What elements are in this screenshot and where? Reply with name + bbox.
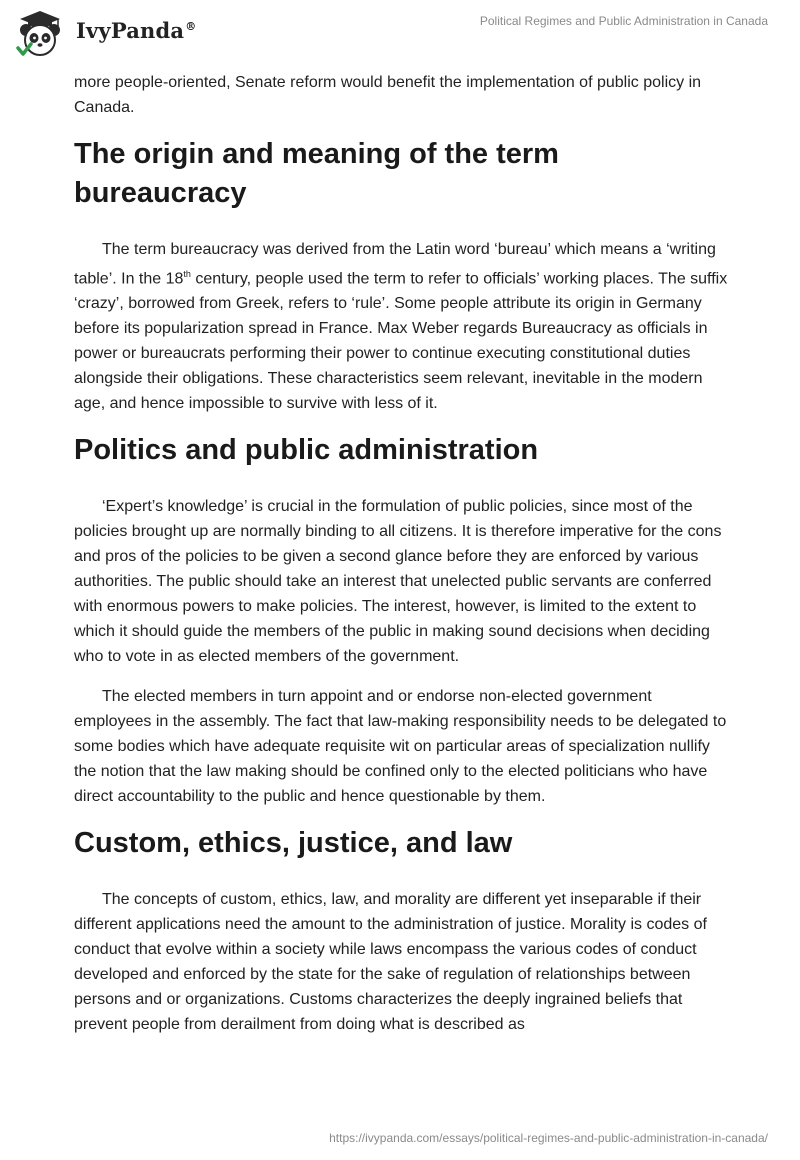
paragraph-custom: The concepts of custom, ethics, law, and morality are different yet inseparable if their different applications need the amount to the administration of justice. Morality is codes of conduct that evolve within a society while laws encompass the various codes of conduct developed and enforced by the state for the sake of regulation of relationships between persons and or organizations. Customs characterizes the deeply ingrained beliefs that prevent people from derailment from doing what is described as xyxy=(74,891,707,1034)
section-heading-bureaucracy: The origin and meaning of the term bureaucracy xyxy=(74,138,559,209)
paragraph-politics-1: ‘Expert’s knowledge’ is crucial in the formulation of public policies, since most of the policies brought up are normally binding to all citizens. It is therefore imperative for the cons and pros of the policies to be given a second glance before they are enforced by various authorities. The public should take an interest that unelected public servants are conferred with enormous powers to make policies. The interest, however, is limited to the extent to which it should guide the members of the public in making sound decisions when deciding who to vote in as elected members of the government. xyxy=(74,498,722,666)
panda-logo-icon[interactable] xyxy=(14,8,66,60)
paragraph-text: The term bureaucracy was derived from the Latin word ‘bureau’ which means a ‘writing table’. In the 18 xyxy=(74,241,716,288)
paragraph-bureaucracy xyxy=(74,237,728,416)
article-body xyxy=(74,70,728,1052)
document-title: Political Regimes and Public Administration in Canada xyxy=(479,14,768,28)
intro-paragraph: more people-oriented, Senate reform would benefit the implementation of public policy in Canada. xyxy=(74,74,702,116)
registered-mark: ® xyxy=(185,20,197,33)
section-heading-politics: Politics and public administration xyxy=(74,434,539,467)
section-heading-custom: Custom, ethics, justice, and law xyxy=(74,827,513,860)
superscript: th xyxy=(183,269,191,279)
page-header xyxy=(0,0,800,62)
brand-text: IvyPanda xyxy=(76,18,185,43)
source-url[interactable]: https://ivypanda.com/essays/political-regimes-and-public-administration-in-canada/ xyxy=(329,1131,768,1145)
brand-name[interactable] xyxy=(76,18,196,43)
paragraph-text: century, people used the term to refer to officials’ working places. The suffix ‘crazy’, borrowed from Greek, refers to ‘rule’. Some people attribute its origin in Germany before its popularization spread in France. Max Weber regards Bureaucracy as officials in power or bureaucrats performing their power to continue executing constitutional duties alongside their obligations. These characteristics seem relevant, inevitable in the modern age, and hence impossible to survive with less of it. xyxy=(74,270,728,413)
paragraph-politics-2: The elected members in turn appoint and or endorse non-elected government employees in the assembly. The fact that law-making responsibility needs to be delegated to some bodies which have adequate requisite wit on particular areas of specialization nullify the notion that the law making should be confined only to the elected politicians who have direct accountability to the public and hence questionable by them. xyxy=(74,688,727,806)
